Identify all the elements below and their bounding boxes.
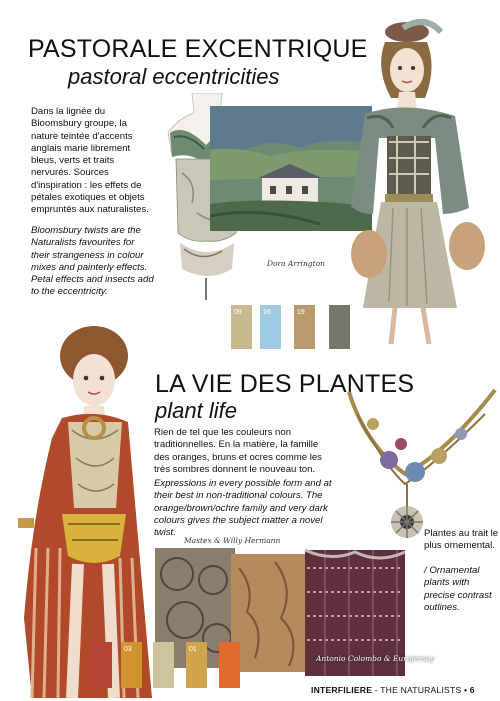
side-english-text: / Ornamental plants with precise contrast outlines.: [424, 565, 492, 613]
section2-credit-lace: Antonio Colombo & Eurojersey: [316, 654, 435, 663]
page-footer: [311, 685, 475, 695]
section2-english-text: Expressions in every possible form and at their best in non-traditional colours. The orange/brown/ochre family and very dark colours gives the subject matter a novel twist.: [154, 478, 332, 539]
section1-credit: Dora Arrington: [267, 259, 325, 268]
swatch-red: [91, 642, 112, 688]
section2-french-text: Rien de tel que les couleurs non traditionnelles. En la matière, la famille des oranges, bruns et ocres comme les très sombres donnent le nouveau ton.: [154, 427, 322, 475]
section1-french-text: Dans la lignée du Bloomsbury groupe, la nature teintée d'accents anglais marie librement bleus, verts et traits nervurés. Sources d'inspiration : les effets de pétales exotiques et objets empruntés aux naturalistes.: [31, 106, 149, 216]
section2-title: LA VIE DES PLANTES: [155, 370, 415, 398]
swatch-16: [260, 305, 281, 349]
swatch-03: [121, 642, 142, 688]
swatch-beige: [153, 642, 174, 688]
swatch-label: 03: [124, 646, 132, 653]
side-french-text: Plantes au trait le plus ornemental.: [424, 528, 499, 552]
footer-section: - THE NATURALISTS: [372, 685, 462, 695]
section2-subtitle: plant life: [155, 398, 237, 423]
swatch-label: 16: [263, 309, 271, 316]
footer-brand: INTERFILIERE: [311, 685, 373, 695]
fashion-illustration-pastoral: [345, 18, 500, 348]
ornamental-necklace-image: [345, 384, 497, 549]
swatch-01: [186, 642, 207, 688]
swatch-19: [294, 305, 315, 349]
swatch-orange: [219, 642, 240, 688]
swatch-label: 09: [234, 309, 242, 316]
section1-title: PASTORALE EXCENTRIQUE: [28, 35, 368, 63]
section1-subtitle: pastoral eccentricities: [68, 64, 280, 89]
footer-bullet: •: [463, 685, 468, 695]
swatch-09: [231, 305, 252, 349]
swatch-label: 01: [189, 646, 197, 653]
section1-english-text: Bloomsbury twists are the Naturalists favourites for their strangeness in colour mixes and painterly effects. Petal effects and insects add to the eccentricity.: [31, 225, 154, 298]
page-number: 6: [469, 685, 475, 695]
section2-credit-fabric: Mastex & Willy Hermann: [184, 536, 281, 545]
swatch-label: 19: [297, 309, 305, 316]
